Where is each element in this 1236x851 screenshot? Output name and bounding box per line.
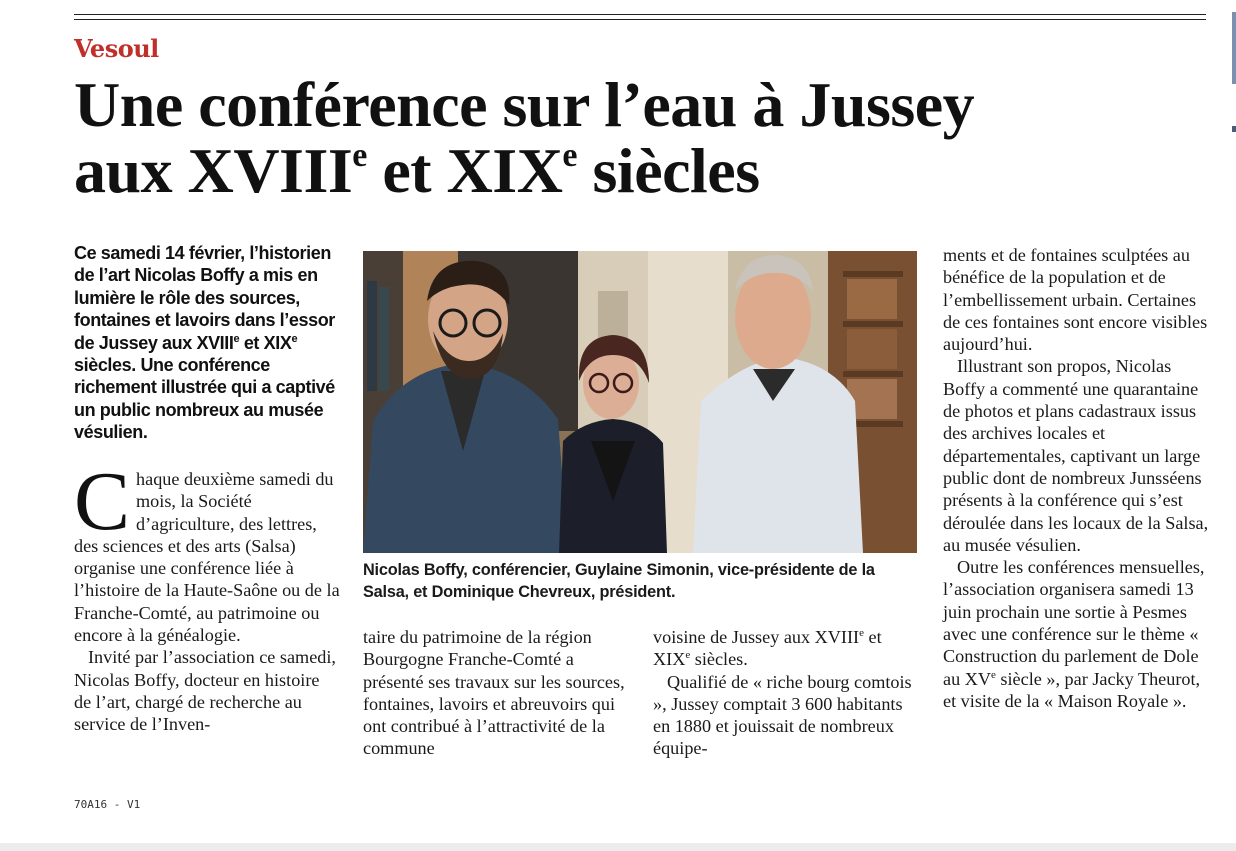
photo-illustration bbox=[363, 251, 917, 553]
col4-p3-a: Outre les conférences mensuelles, l’association organisera samedi 13 juin prochain une sortie à Pesmes avec une conférence sur le thème « Construction du parlement de Dole au XV bbox=[943, 557, 1205, 689]
col4-paragraph-1: ments et de fontaines sculptées au bénéfice de la population et de l’embellissement urbain. Certaines de ces fontaines sont encore visibles aujourd’hui. bbox=[943, 245, 1208, 355]
adjacent-page-tick bbox=[1232, 126, 1236, 132]
col3-sup-1: e bbox=[859, 627, 864, 639]
headline-line1: Une conférence sur l’eau à Jussey bbox=[74, 69, 975, 140]
col4-paragraph-3 bbox=[943, 556, 1209, 712]
chapo-sup-1: e bbox=[233, 332, 240, 345]
col1-paragraph-1 bbox=[74, 455, 340, 646]
photo-caption: Nicolas Boffy, conférencier, Guylaine Simonin, vice-présidente de la Salsa, et Dominique Chevreux, président. bbox=[363, 561, 875, 601]
section-kicker: Vesoul bbox=[74, 34, 159, 63]
chapo-a: Ce samedi 14 février, l’historien de l’art Nicolas Boffy a mis en lumière le rôle des sources, fontaines et lavoirs dans l’essor de Jussey aux XVIII bbox=[74, 243, 335, 353]
drop-cap: C bbox=[74, 455, 131, 548]
column-1 bbox=[74, 455, 340, 736]
headline-line2-c: siècles bbox=[577, 135, 760, 206]
col3-sup-2: e bbox=[685, 649, 691, 662]
article-photo bbox=[363, 251, 917, 553]
col3-paragraph-2: Qualifié de « riche bourg comtois », Jussey comptait 3 600 habitants en 1880 et jouissait de nombreux équipe- bbox=[653, 671, 912, 759]
chapo-c: siècles. Une conférence richement illustrée qui a captivé un public nombreux au musée vésulien. bbox=[74, 355, 335, 443]
col4-sup: e bbox=[990, 668, 996, 681]
column-2 bbox=[363, 626, 629, 760]
col3-paragraph-1 bbox=[653, 626, 919, 671]
col3-p1-c: siècles. bbox=[690, 649, 748, 670]
col3-p1-b: et XIX bbox=[653, 627, 882, 670]
column-3 bbox=[653, 626, 919, 760]
chapo bbox=[74, 242, 344, 444]
headline-sup-2: e bbox=[562, 137, 577, 174]
headline bbox=[74, 69, 1184, 206]
col1-paragraph-2: Invité par l’association ce samedi, Nicolas Boffy, docteur en histoire de l’art, chargé de recherche au service de l’Inven- bbox=[74, 647, 336, 735]
col4-p3-b: siècle », par Jacky Theurot, et visite de la « Maison Royale ». bbox=[943, 668, 1201, 711]
col2-paragraph-1: taire du patrimoine de la région Bourgogne Franche-Comté a présenté ses travaux sur les sources, fontaines, lavoirs et abreuvoirs qui ont contribué à l’attractivité de la commune bbox=[363, 627, 625, 759]
page-folio: 70A16 - V1 bbox=[74, 798, 141, 811]
headline-sup-1: e bbox=[352, 137, 367, 174]
chapo-sup-2: e bbox=[291, 332, 298, 345]
adjacent-page-marker bbox=[1232, 12, 1236, 84]
col1-p1-text: haque deuxième samedi du mois, la Société d’agriculture, des lettres, des sciences et des arts (Salsa) organise une conférence liée à l’histoire de la Haute-Saône ou de la Franche-Comté, au patrimoine ou encore à la généalogie. bbox=[74, 469, 340, 646]
column-4 bbox=[943, 244, 1209, 712]
headline-line2-b: et XIX bbox=[366, 135, 563, 206]
bottom-band bbox=[0, 843, 1236, 851]
headline-line2-a: aux XVIII bbox=[74, 135, 353, 206]
top-rule bbox=[74, 14, 1206, 15]
col4-paragraph-2: Illustrant son propos, Nicolas Boffy a commenté une quarantaine de photos et plans cadastraux issus des archives locales et départementales, captivant un large public dont de nombreux Junsséens présents à la conférence qui s’est déroulée dans les locaux de la Salsa, au musée vésulien. bbox=[943, 356, 1209, 555]
col3-p1-a: voisine de Jussey aux XVIII bbox=[653, 627, 860, 647]
chapo-b: et XIX bbox=[239, 332, 292, 353]
top-rule-2 bbox=[74, 19, 1206, 20]
